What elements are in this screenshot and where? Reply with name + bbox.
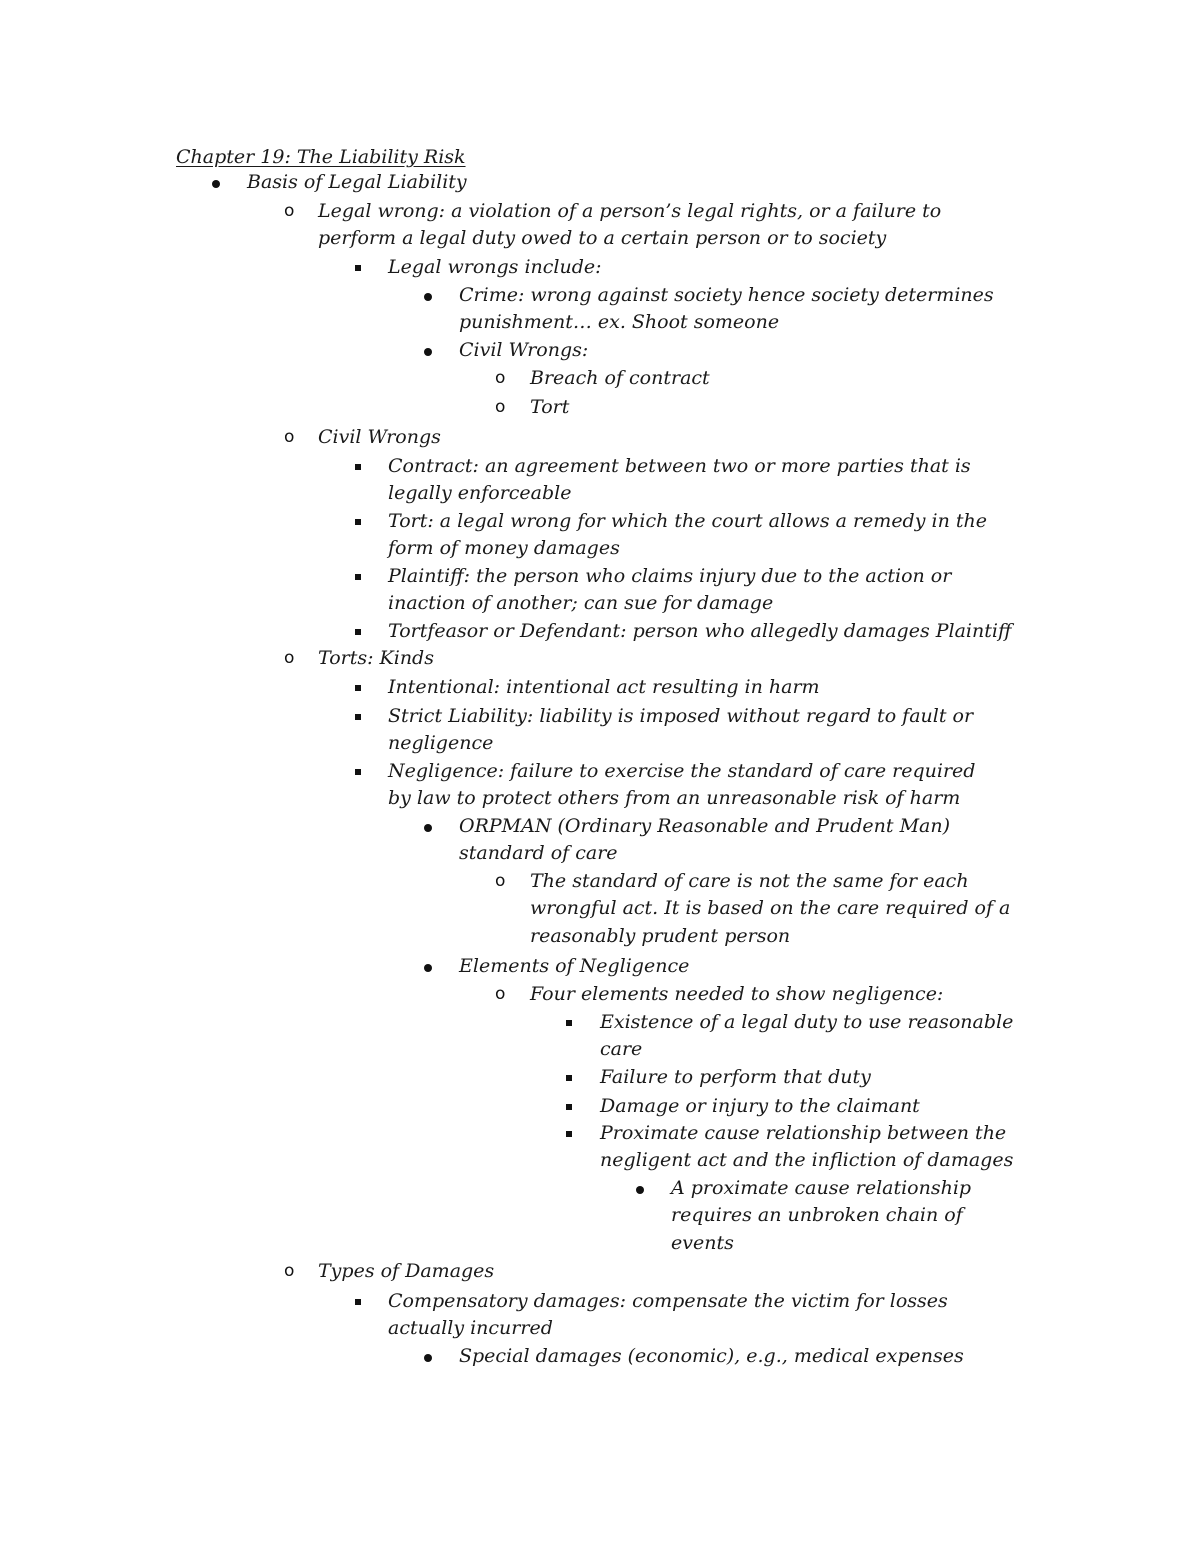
chapter-title: Chapter 19: The Liability Risk (176, 146, 466, 168)
list-item-text: A proximate cause relationship requires an unbroken chain of events (671, 1177, 972, 1254)
bullet-circle-icon: o (495, 368, 506, 388)
bullet-circle-icon: o (495, 984, 506, 1004)
list-item-text: Civil Wrongs (318, 426, 441, 448)
list-item-text: Breach of contract (530, 367, 710, 389)
list-item-text: Tort: a legal wrong for which the court allows a remedy in the form of money damages (388, 510, 987, 560)
list-item-text: Basis of Legal Liability (247, 171, 467, 193)
list-item-text: Tort (530, 396, 570, 418)
list-item-text: Damage or injury to the claimant (600, 1095, 920, 1117)
bullet-circle-icon: o (284, 648, 295, 668)
bullet-circle-icon: o (495, 397, 506, 417)
list-item-text: Proximate cause relationship between the negligent act and the infliction of damages (600, 1122, 1014, 1172)
bullet-circle-icon: o (284, 1261, 295, 1281)
list-item-text: Legal wrongs include: (388, 256, 602, 278)
list-item-text: ORPMAN (Ordinary Reasonable and Prudent Man) standard of care (459, 815, 951, 865)
list-item-text: Contract: an agreement between two or more parties that is legally enforceable (388, 455, 971, 505)
list-item-text: Types of Damages (318, 1260, 495, 1282)
list-item-text: Compensatory damages: compensate the victim for losses actually incurred (388, 1290, 948, 1340)
list-item-text: Strict Liability: liability is imposed without regard to fault or negligence (388, 705, 974, 755)
bullet-circle-icon: o (284, 201, 295, 221)
list-item-text: Existence of a legal duty to use reasonable care (600, 1011, 1014, 1061)
list-item-text: Legal wrong: a violation of a person’s legal rights, or a failure to perform a legal duty owed to a certain person or to society (318, 200, 942, 250)
list-item-text: Elements of Negligence (459, 955, 690, 977)
list-item-text: Failure to perform that duty (600, 1066, 871, 1088)
list-item-text: Crime: wrong against society hence society determines punishment… ex. Shoot someone (459, 284, 994, 334)
list-item-text: Negligence: failure to exercise the standard of care required by law to protect others from an unreasonable risk of harm (388, 760, 976, 810)
list-item-text: Tortfeasor or Defendant: person who allegedly damages Plaintiff (388, 620, 1012, 642)
list-item-text: The standard of care is not the same for each wrongful act. It is based on the care required of a reasonably prudent person (530, 870, 1011, 947)
list-item-text: Torts: Kinds (318, 647, 434, 669)
list-item-text: Intentional: intentional act resulting in harm (388, 676, 820, 698)
list-item-text: Four elements needed to show negligence: (530, 983, 944, 1005)
bullet-circle-icon: o (495, 871, 506, 891)
list-item-text: Plaintiff: the person who claims injury due to the action or inaction of another; can sue for damage (388, 565, 952, 615)
bullet-circle-icon: o (284, 427, 295, 447)
list-item-text: Civil Wrongs: (459, 339, 589, 361)
list-item-text: Special damages (economic), e.g., medical expenses (459, 1345, 964, 1367)
